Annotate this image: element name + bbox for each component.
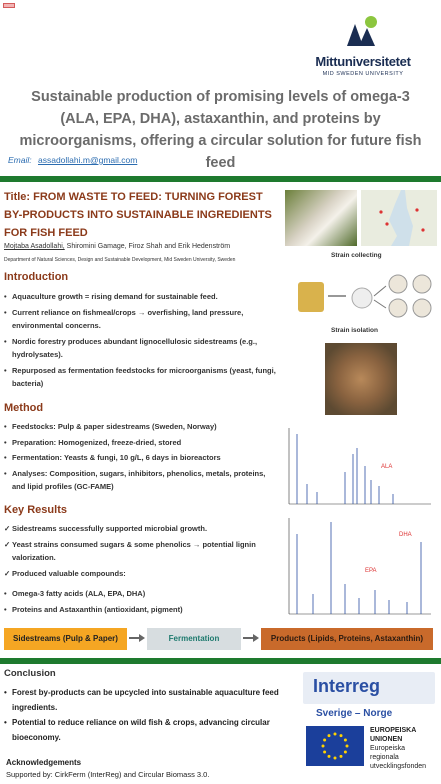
programme-name: Sverige – Norge [316, 708, 393, 719]
interreg-wordmark: Interreg [313, 676, 381, 696]
list-item: • Repurposed as fermentation feedstocks for microorganisms (yeast, fungi, bacteria) [4, 364, 280, 391]
list-item: • Nordic forestry produces abundant lignocellulosic sidestreams (e.g., hydrolysates). [4, 335, 280, 362]
results-heading: Key Results [4, 504, 67, 516]
author-list [4, 243, 230, 250]
ala-label: ALA [381, 464, 393, 470]
list-item: ✓ Sidestreams successfully supported microbial growth. [4, 522, 280, 536]
logo-mark-icon [341, 16, 385, 54]
dha-label: DHA [399, 532, 412, 538]
eu-flag-icon [306, 726, 364, 766]
introduction-heading: Introduction [4, 271, 69, 283]
flow-step-fermentation: Fermentation [147, 628, 241, 650]
location-map [361, 190, 437, 246]
list-item: • Proteins and Astaxanthin (antioxidant, pigment) [4, 603, 280, 617]
chromatogram-dha-epa [283, 514, 435, 622]
logo-name: Mittuniversitetet [315, 54, 411, 69]
introduction-list [4, 290, 280, 393]
caption-strain-collecting: Strain collecting [331, 252, 382, 259]
email-label: Email: [8, 155, 32, 165]
acknowledgements-heading: Acknowledgements [6, 758, 82, 767]
eu-line: UNIONEN [370, 736, 403, 743]
results-plain-list [4, 587, 280, 618]
flow-step-products: Products (Lipids, Proteins, Astaxanthin) [261, 628, 433, 650]
other-authors: Shiromini Gamage, Firoz Shah and Erik Hedenström [64, 243, 231, 250]
list-item: • Fermentation: Yeasts & fungi, 10 g/L, 6 days in bioreactors [4, 451, 280, 465]
eu-line: utvecklingsfonden [370, 763, 427, 770]
method-heading: Method [4, 402, 44, 414]
paper-title: Title: FROM WASTE TO FEED: TURNING FOREST BY-PRODUCTS INTO SUSTAINABLE INGREDIENTS FOR FISH FEED [4, 191, 272, 239]
results-list [4, 522, 280, 582]
affiliation: Department of Natural Sciences, Design and Sustainable Development, Mid Sweden University, Sweden [4, 257, 236, 263]
first-author: Mojtaba Asadollahi, [4, 243, 65, 250]
list-item: • Current reliance on fishmeal/crops → overfishing, land pressure, environmental concerns. [4, 306, 280, 333]
caption-strain-isolation: Strain isolation [331, 327, 378, 334]
epa-label: EPA [365, 568, 377, 574]
divider-bottom [0, 658, 441, 664]
divider-top [0, 176, 441, 182]
strain-isolation-figure [288, 268, 436, 322]
list-item: • Potential to reduce reliance on wild fish & crops, advancing circular bioeconomy. [4, 715, 304, 745]
eu-line: Europeiska [370, 745, 406, 752]
list-item: • Analyses: Composition, sugars, inhibitors, phenolics, metals, proteins, and lipid profiles (GC-FAME) [4, 467, 280, 494]
flow-step-sidestreams: Sidestreams (Pulp & Paper) [4, 628, 127, 650]
acknowledgements-text: Supported by: CirkFerm (InterReg) and Circular Biomass 3.0. [6, 770, 210, 779]
list-item: • Omega-3 fatty acids (ALA, EPA, DHA) [4, 587, 280, 601]
logo-subtitle: MID SWEDEN UNIVERSITY [322, 71, 404, 77]
process-flow [4, 628, 437, 654]
list-item: ✓ Yeast strains consumed sugars & some phenolics → potential lignin valorization. [4, 538, 280, 565]
list-item: • Forest by-products can be upcycled into sustainable aquaculture feed ingredients. [4, 685, 304, 715]
arrow-right-icon [243, 637, 257, 639]
eu-line: regionala [370, 754, 399, 761]
bark-sample-photo [285, 190, 357, 246]
conclusion-heading: Conclusion [4, 668, 56, 679]
list-item: ✓ Produced valuable compounds: [4, 567, 280, 581]
poster-title: Sustainable production of promising levels of omega-3 (ALA, EPA, DHA), astaxanthin, and proteins by microorganisms, offering a circular solution for future fish feed [19, 89, 422, 171]
mushroom-photo [325, 343, 397, 415]
isolation-diagram-icon [288, 268, 436, 322]
interreg-logo [303, 672, 435, 704]
arrow-right-icon [129, 637, 143, 639]
email-line [8, 155, 137, 165]
list-item: • Aquaculture growth = rising demand for sustainable feed. [4, 290, 280, 304]
eu-funding-text [370, 726, 426, 771]
email-link[interactable]: assadollahi.m@gmail.com [38, 155, 138, 165]
eu-line: EUROPEISKA [370, 727, 417, 734]
university-logo [311, 16, 415, 80]
conclusion-list [4, 685, 304, 745]
list-item: • Feedstocks: Pulp & paper sidestreams (Sweden, Norway) [4, 420, 280, 434]
corner-marker [3, 3, 15, 8]
method-list [4, 420, 280, 496]
chromatogram-ala [283, 424, 435, 510]
map-icon [361, 190, 437, 246]
list-item: • Preparation: Homogenized, freeze-dried, stored [4, 436, 280, 450]
